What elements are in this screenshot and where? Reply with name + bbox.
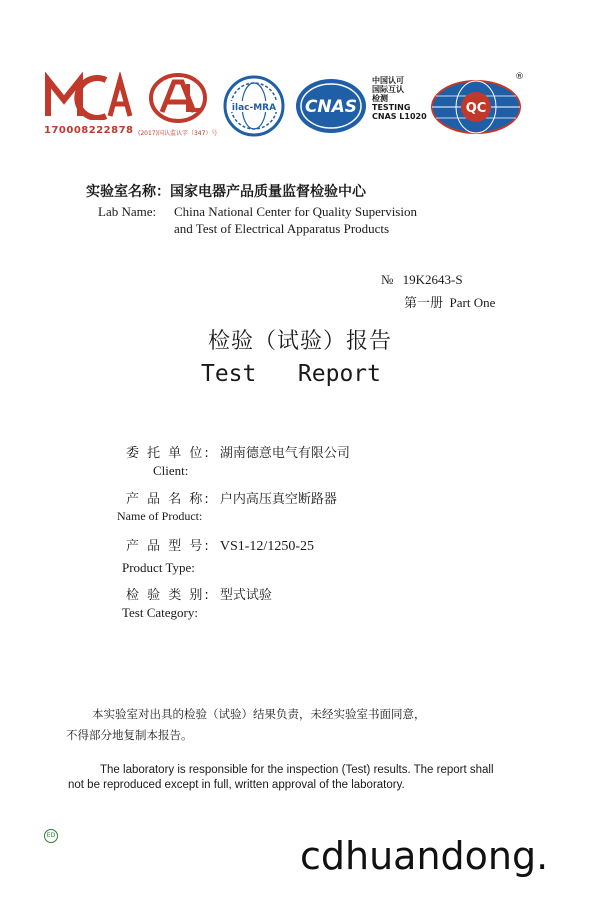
product-name-value: 户内高压真空断路器	[219, 492, 337, 507]
number-symbol: №	[381, 272, 394, 287]
cal-logo	[148, 72, 208, 124]
product-name-label-en: Name of Product:	[117, 509, 203, 523]
field-test-category	[126, 584, 546, 603]
svg-text:CNAS: CNAS	[304, 97, 358, 117]
cma-logo	[44, 72, 134, 120]
small-stamp-text: ED	[46, 832, 56, 839]
cnas-line-4: TESTING	[372, 103, 411, 112]
statement-cn-line1: 本实验室对出具的检验（试验）结果负责，未经实验室书面同意，	[92, 707, 426, 721]
statement-cn-line2: 不得部分地复制本报告。	[66, 728, 193, 742]
registered-mark: ®	[515, 72, 524, 82]
ilac-mra-logo	[222, 74, 286, 138]
report-volume: 第一册 Part One	[404, 295, 496, 310]
lab-name-en-line1: China National Center for Quality Supervision	[174, 204, 417, 219]
product-type-value: VS1-12/1250-25	[219, 539, 314, 554]
cnas-accreditation-text	[372, 76, 427, 121]
client-label-en: Client:	[153, 463, 189, 478]
client-label: 委 托 单 位:	[126, 446, 211, 461]
lab-name-en-line2: and Test of Electrical Apparatus Products	[174, 221, 390, 236]
watermark: cdhuandong.	[300, 834, 549, 878]
cnas-line-2: 国际互认	[372, 85, 404, 94]
svg-text:ilac-MRA: ilac-MRA	[231, 103, 277, 113]
cnas-line-3: 检测	[372, 94, 388, 103]
cnas-line-5: CNAS L1020	[372, 112, 427, 121]
cal-note: (2017)国认监认字（347）号	[138, 130, 218, 137]
field-product-name	[126, 488, 546, 507]
svg-text:QC: QC	[465, 101, 487, 116]
product-type-label: 产 品 型 号:	[126, 539, 211, 554]
cnas-line-1: 中国认可	[372, 76, 404, 85]
report-number: 19K2643-S	[402, 272, 463, 287]
title-cn: 检验（试验）报告	[207, 329, 392, 354]
cqc-globe-logo	[428, 78, 524, 136]
test-category-label-en: Test Category:	[122, 605, 198, 620]
lab-name-en-label: Lab Name:	[98, 204, 157, 219]
statement-en-line2: not be reproduced except in full, written approval of the laboratory.	[68, 779, 405, 791]
small-stamp-mark	[44, 829, 58, 843]
report-number-block	[381, 272, 463, 288]
cma-number: 170008222878	[44, 125, 134, 136]
field-client	[126, 442, 546, 461]
product-type-label-en: Product Type:	[122, 560, 195, 575]
product-name-label: 产 品 名 称:	[126, 492, 211, 507]
statement-en-line1: The laboratory is responsible for the inspection (Test) results. The report shall	[100, 764, 494, 776]
test-category-value: 型式试验	[219, 588, 272, 603]
title-en: Test Report	[200, 361, 381, 387]
client-value: 湖南德意电气有限公司	[219, 446, 350, 461]
cnas-logo	[294, 76, 368, 136]
field-product-type	[126, 535, 546, 555]
lab-name-cn: 实验室名称：国家电器产品质量监督检验中心	[86, 184, 366, 200]
test-category-label: 检 验 类 别:	[126, 588, 211, 603]
